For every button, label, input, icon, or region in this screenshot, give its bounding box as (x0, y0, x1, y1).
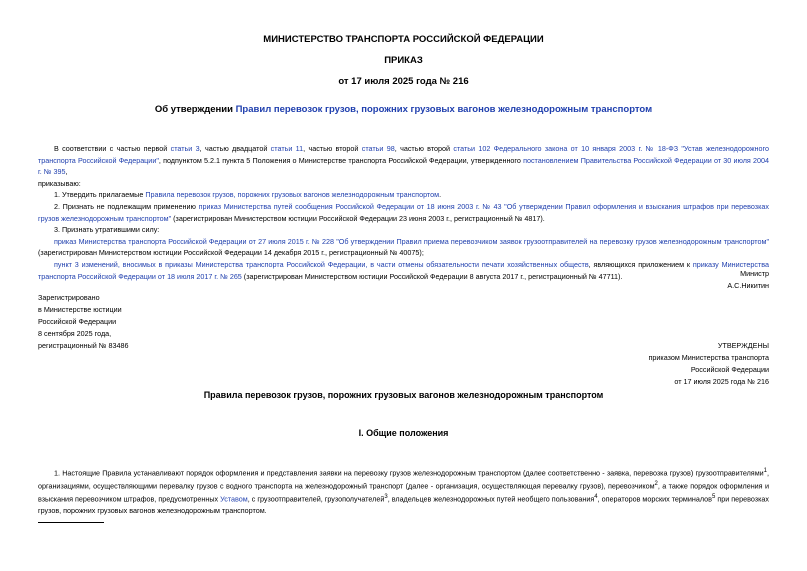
link-article-98[interactable]: статьи 98 (361, 144, 395, 153)
item-1 (38, 189, 769, 201)
registration-line: Российской Федерации (38, 317, 117, 326)
preamble-text: В соответствии с частью первой (54, 144, 171, 153)
preamble-text: , (65, 167, 68, 177)
ministry-heading: МИНИСТЕРСТВО ТРАНСПОРТА РОССИЙСКОЙ ФЕДЕРАЦИИ (263, 34, 544, 45)
item-3b-mid: , являющихся приложением к (588, 259, 693, 269)
approval-block (649, 340, 769, 388)
link-ustav[interactable]: Уставом (220, 494, 248, 504)
order-title (0, 104, 807, 115)
link-article-11[interactable]: статьи 11 (270, 144, 304, 153)
item-1-link[interactable]: Правила перевозок грузов, порожних грузовых вагонов железнодорожным транспортом (145, 190, 440, 200)
footnote-ref[interactable]: 5 (711, 493, 716, 500)
item-3a-end: (зарегистрирован Министерством юстиции Российской Федерации 14 декабря 2015 г., регистрационный № 40075); (38, 248, 424, 258)
preamble-text: , частью двадцатой (199, 144, 271, 153)
approval-line: от 17 июля 2025 года № 216 (674, 377, 769, 386)
approval-line: приказом Министерства транспорта (648, 353, 769, 362)
registration-line: 8 сентября 2025 года, (38, 329, 112, 338)
signature-name: А.С.Никитин (727, 281, 769, 290)
item-2-end: (зарегистрирован Министерством юстиции Российской Федерации 23 июня 2003 г., регистрационный № 4817). (171, 213, 545, 223)
section-text: , а также порядок оформления и взыскания перевозчиком штрафов, предусмотренных (38, 481, 769, 504)
section-title: I. Общие положения (358, 428, 449, 438)
section-body (38, 466, 769, 517)
order-date-number: от 17 июля 2025 года № 216 (338, 76, 469, 87)
item-3a-link[interactable]: приказ Министерства транспорта Российской Федерации от 27 июля 2015 г. № 228 "Об утверждении Правил приема перевозчиком заявок грузоотправителей на перевозку грузов железнодорожным транспортом" (54, 236, 769, 246)
footnote-ref[interactable]: 1 (763, 468, 767, 474)
signature (727, 268, 769, 292)
registration-block (38, 292, 128, 352)
order-title-link[interactable]: Правил перевозок грузов, порожних грузовых вагонов железнодорожным транспортом (235, 104, 653, 115)
footnote-divider (38, 522, 104, 523)
section-text: при перевозках грузов, порожних грузовых вагонов железнодорожным транспортом. (38, 494, 769, 515)
link-government-decree[interactable]: постановлением Правительства Российской Федерации от 30 июля 2004 г. № 395 (38, 155, 769, 177)
rules-title: Правила перевозок грузов, порожних грузовых вагонов железнодорожным транспортом (203, 390, 604, 400)
section-text: , с грузоотправителей, грузополучателей (247, 494, 385, 504)
item-1-end: . (439, 190, 442, 200)
link-article-3[interactable]: статьи 3 (170, 144, 200, 153)
item-3b-link[interactable]: пункт 3 изменений, вносимых в приказы Министерства транспорта Российской Федерации, в части отмены обязательности печати хозяйственных обществ (54, 259, 589, 269)
footnote-ref[interactable]: 2 (654, 480, 658, 487)
item-3b-end: (зарегистрирован Министерством юстиции Российской Федерации 8 августа 2017 г., регистрационный № 47711). (241, 271, 623, 281)
item-2-text: 2. Признать не подлежащим применению (54, 201, 199, 211)
registration-line: в Министерстве юстиции (38, 305, 122, 314)
registration-line: Зарегистрировано (38, 293, 100, 302)
footnote-ref[interactable]: 3 (384, 493, 388, 500)
section-text: , операторов морских терминалов (597, 494, 712, 504)
preamble-text: , частью второй (303, 144, 362, 153)
item-2 (38, 201, 769, 224)
footnote-ref[interactable]: 4 (594, 493, 598, 500)
item-3b (38, 259, 769, 282)
preamble-text: , подпунктом 5.2.1 пункта 5 Положения о Министерстве транспорта Российской Федерации, утвержденного (158, 155, 524, 165)
order-word: приказываю: (38, 178, 81, 188)
signature-position: Министр (740, 269, 769, 278)
section-text: , владельцев железнодорожных путей необщего пользования (387, 494, 595, 504)
order-body (38, 143, 769, 282)
registration-line: регистрационный № 83486 (38, 341, 129, 350)
section-text: 1. Настоящие Правила устанавливают порядок оформления и представления заявки на перевозку грузов железнодорожным транспортом (далее соответственно - заявка, перевозка грузов) грузоотправителями (54, 468, 764, 478)
doc-type-heading: ПРИКАЗ (384, 55, 423, 66)
item-3b-link-2[interactable]: приказу Министерства транспорта Российской Федерации от 18 июля 2017 г. № 265 (38, 259, 769, 281)
approval-line: УТВЕРЖДЕНЫ (717, 341, 769, 350)
preamble-text: , частью второй (394, 144, 454, 153)
item-3: 3. Признать утратившими силу: (54, 225, 160, 235)
item-2-link[interactable]: приказ Министерства путей сообщения Российской Федерации от 18 июня 2003 г. № 43 "Об утверждении Правил оформления и взыскания штрафов при перевозках грузов железнодорожным транспортом" (38, 201, 769, 223)
item-1-text: 1. Утвердить прилагаемые (54, 190, 146, 200)
item-3a (38, 236, 769, 259)
section-text: , организациями, осуществляющими перевалку грузов с водного транспорта на железнодорожный транспорт (далее - организация, осуществляющая перевалку грузов), перевозчиком (38, 468, 769, 491)
approval-line: Российской Федерации (690, 365, 769, 374)
preamble-paragraph (38, 143, 769, 178)
order-title-prefix: Об утверждении (154, 104, 236, 115)
link-article-102-law[interactable]: статьи 102 Федерального закона от 10 января 2003 г. № 18-ФЗ "Устав железнодорожного транспорта Российской Федерации" (38, 144, 769, 165)
section-paragraph-1 (38, 466, 769, 517)
